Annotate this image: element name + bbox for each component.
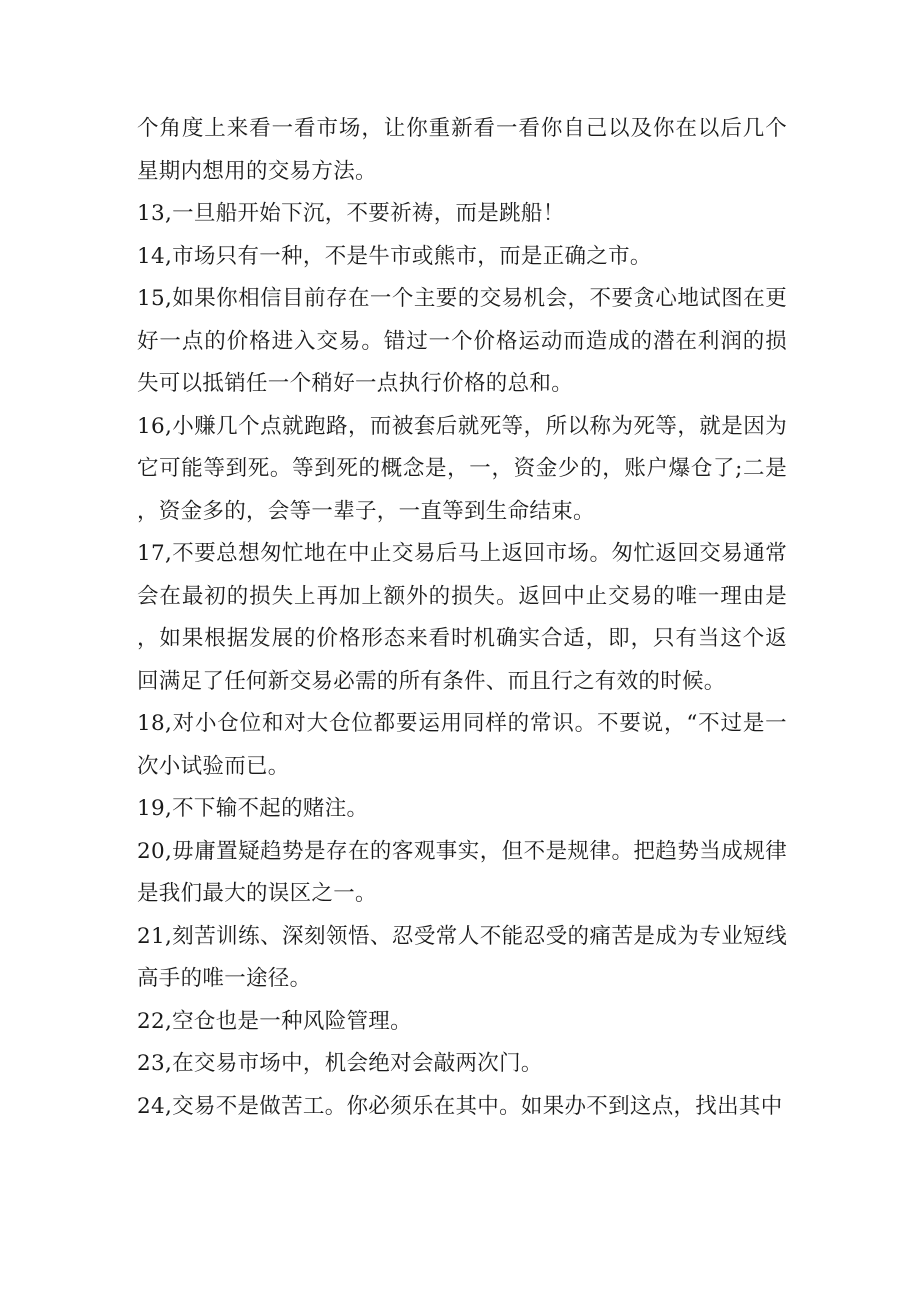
paragraph-item-21: 21,刻苦训练、深刻领悟、忍受常人不能忍受的痛苦是成为专业短线高手的唯一途径。	[137, 923, 787, 991]
paragraph-item-16: 16,小赚几个点就跑路，而被套后就死等，所以称为死等，就是因为它可能等到死。等到死的概念是，一，资金少的，账户爆仓了;二是，资金多的，会等一辈子，一直等到生命结束。	[137, 413, 787, 524]
paragraph-continued: 个角度上来看一看市场，让你重新看一看你自己以及你在以后几个星期内想用的交易方法。	[137, 116, 787, 184]
paragraph-item-24: 24,交易不是做苦工。你必须乐在其中。如果办不到这点，找出其中	[137, 1093, 783, 1119]
paragraph-item-20: 20,毋庸置疑趋势是存在的客观事实，但不是规律。把趋势当成规律是我们最大的误区之一。	[137, 838, 787, 906]
paragraph-item-22: 22,空仓也是一种风险管理。	[137, 1008, 412, 1034]
paragraph-item-18: 18,对小仓位和对大仓位都要运用同样的常识。不要说，“不过是一次小试验而已。	[137, 711, 787, 779]
paragraph-item-23: 23,在交易市场中，机会绝对会敲两次门。	[137, 1051, 543, 1076]
paragraph-item-19: 19,不下输不起的赌注。	[137, 796, 369, 821]
paragraph-item-14: 14,市场只有一种，不是牛市或熊市，而是正确之市。	[137, 243, 652, 269]
paragraph-item-15: 15,如果你相信目前存在一个主要的交易机会，不要贪心地试图在更好一点的价格进入交易。错过一个价格运动而造成的潜在利润的损失可以抵销任一个稍好一点执行价格的总和。	[137, 286, 787, 396]
paragraph-item-17: 17,不要总想匆忙地在中止交易后马上返回市场。匆忙返回交易通常会在最初的损失上再加上额外的损失。返回中止交易的唯一理由是，如果根据发展的价格形态来看时机确实合适，即，只有当这个返回满足了任何新交易必需的所有条件、而且行之有效的时候。	[137, 541, 787, 694]
paragraph-item-13: 13,一旦船开始下沉，不要祈祷，而是跳船！	[137, 201, 565, 226]
document-body	[137, 108, 787, 1128]
